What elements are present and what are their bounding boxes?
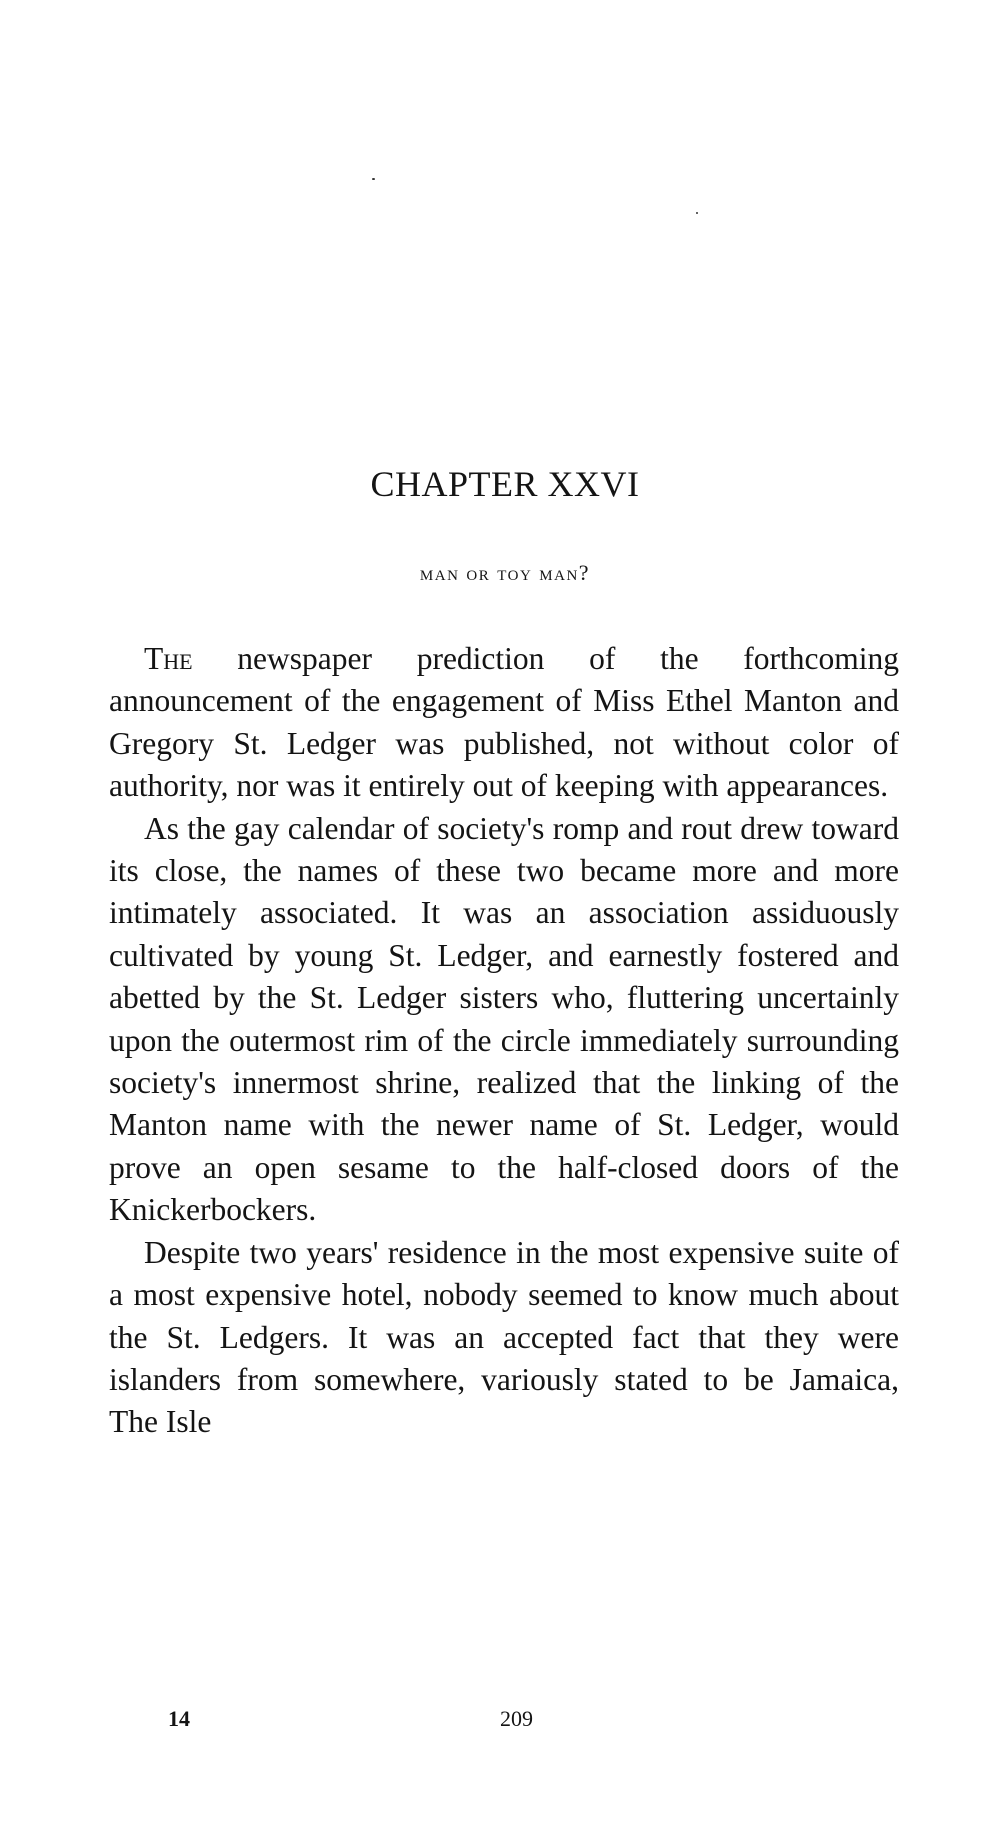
paragraph-2: As the gay calendar of society's romp and rout drew toward its close, the names of these two became more and more intimately associated. It was an association assiduously cultivated by young St. Ledger, and earnestly fostered and abetted by the St. Ledger sisters who, fluttering uncertainly upon the outermost rim of the circle immediately surrounding society's innermost shrine, realized that the linking of the Manton name with the newer name of St. Ledger, would prove an open sesame to the half-closed doors of the Knickerbockers. xyxy=(109,810,899,1228)
ink-speck xyxy=(696,212,698,214)
paragraph-lead-word: The xyxy=(144,641,193,676)
chapter-title: CHAPTER XXVI xyxy=(370,464,640,504)
page-number: 209 xyxy=(500,1706,533,1731)
paragraph-1 xyxy=(109,638,899,808)
ink-speck xyxy=(372,178,375,180)
chapter-body xyxy=(109,638,899,1444)
chapter-subtitle: man or toy man? xyxy=(419,560,591,585)
paragraph-3: Despite two years' residence in the most expensive suite of a most expensive hotel, nobody seemed to know much about the St. Ledgers. It was an accepted fact that they were islanders from somewhere, variously stated to be Jamaica, The Isle xyxy=(109,1234,899,1440)
page-footer xyxy=(0,1706,1000,1736)
signature-mark: 14 xyxy=(168,1706,190,1731)
paragraph-text: newspaper prediction of the forthcoming announcement of the engagement of Miss Ethel Manton and Gregory St. Ledger was published, not without color of authority, nor was it entirely out of keeping with appearances. xyxy=(109,641,899,804)
